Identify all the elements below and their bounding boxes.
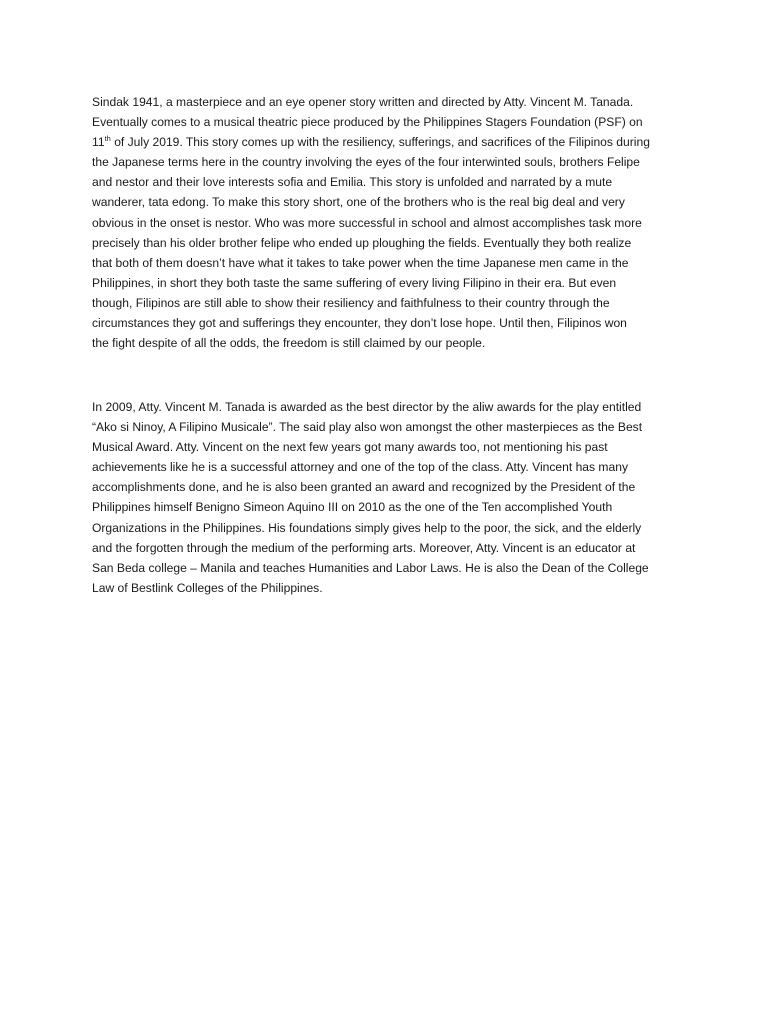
text-line: and the forgotten through the medium of the performing arts. Moreover, Atty. Vincent is an educator at (92, 540, 636, 555)
text-line: wanderer, tata edong. To make this story short, one of the brothers who is the real big deal and very (92, 195, 625, 210)
text-line: Organizations in the Philippines. His foundations simply gives help to the poor, the sick, and the elderly (92, 520, 642, 535)
text-line-rest: of July 2019. This story comes up with the resiliency, sufferings, and sacrifices of the Filipinos during (110, 135, 650, 150)
text-line: In 2009, Atty. Vincent M. Tanada is awarded as the best director by the aliw awards for the play entitled (92, 400, 642, 414)
text-line: obvious in the onset is nestor. Who was more successful in school and almost accomplishes task more (92, 215, 642, 230)
text-line: Philippines, in short they both taste the same suffering of every living Filipino in their era. But even (92, 275, 617, 290)
paragraph-sindak-1941 (92, 92, 682, 353)
text-line: Eventually comes to a musical theatric piece produced by the Philippines Stagers Foundation (PSF) on (92, 115, 643, 130)
text-line: though, Filipinos are still able to show their resiliency and faithfulness to their country through the (92, 295, 610, 310)
text-line: San Beda college – Manila and teaches Humanities and Labor Laws. He is also the Dean of the College (92, 560, 649, 575)
text-line: Philippines himself Benigno Simeon Aquino III on 2010 as the one of the Ten accomplished Youth (92, 500, 613, 515)
text-line: the fight despite of all the odds, the freedom is still claimed by our people. (92, 336, 486, 351)
text-line: achievements like he is a successful attorney and one of the top of the class. Atty. Vincent has many (92, 460, 629, 475)
text-line: “Ako si Ninoy, A Filipino Musicale”. The said play also won amongst the other masterpieces as the Best (92, 420, 643, 435)
text-line: accomplishments done, and he is also been granted an award and recognized by the President of the (92, 480, 636, 495)
text-line: and nestor and their love interests sofia and Emilia. This story is unfolded and narrated by a mute (92, 175, 613, 190)
paragraph-awards-2009 (92, 397, 682, 598)
text-line: Law of Bestlink Colleges of the Philippines. (92, 580, 323, 595)
text-line: circumstances they got and sufferings they encounter, they don’t lose hope. Until then, Filipinos won (92, 316, 627, 331)
text-line: that both of them doesn’t have what it takes to take power when the time Japanese men came in the (92, 255, 629, 270)
text-line: Sindak 1941, a masterpiece and an eye opener story written and directed by Atty. Vincent M. Tanada. (92, 95, 634, 109)
text-line: the Japanese terms here in the country involving the eyes of the four interwinted souls, brothers Felipe (92, 155, 640, 170)
text-line (92, 132, 682, 152)
text-line: Musical Award. Atty. Vincent on the next few years got many awards too, not mentioning his past (92, 440, 608, 455)
date-day: 11 (92, 135, 105, 150)
text-line: precisely than his older brother felipe who ended up ploughing the fields. Eventually they both realize (92, 235, 632, 250)
ordinal-suffix: th (104, 134, 111, 144)
